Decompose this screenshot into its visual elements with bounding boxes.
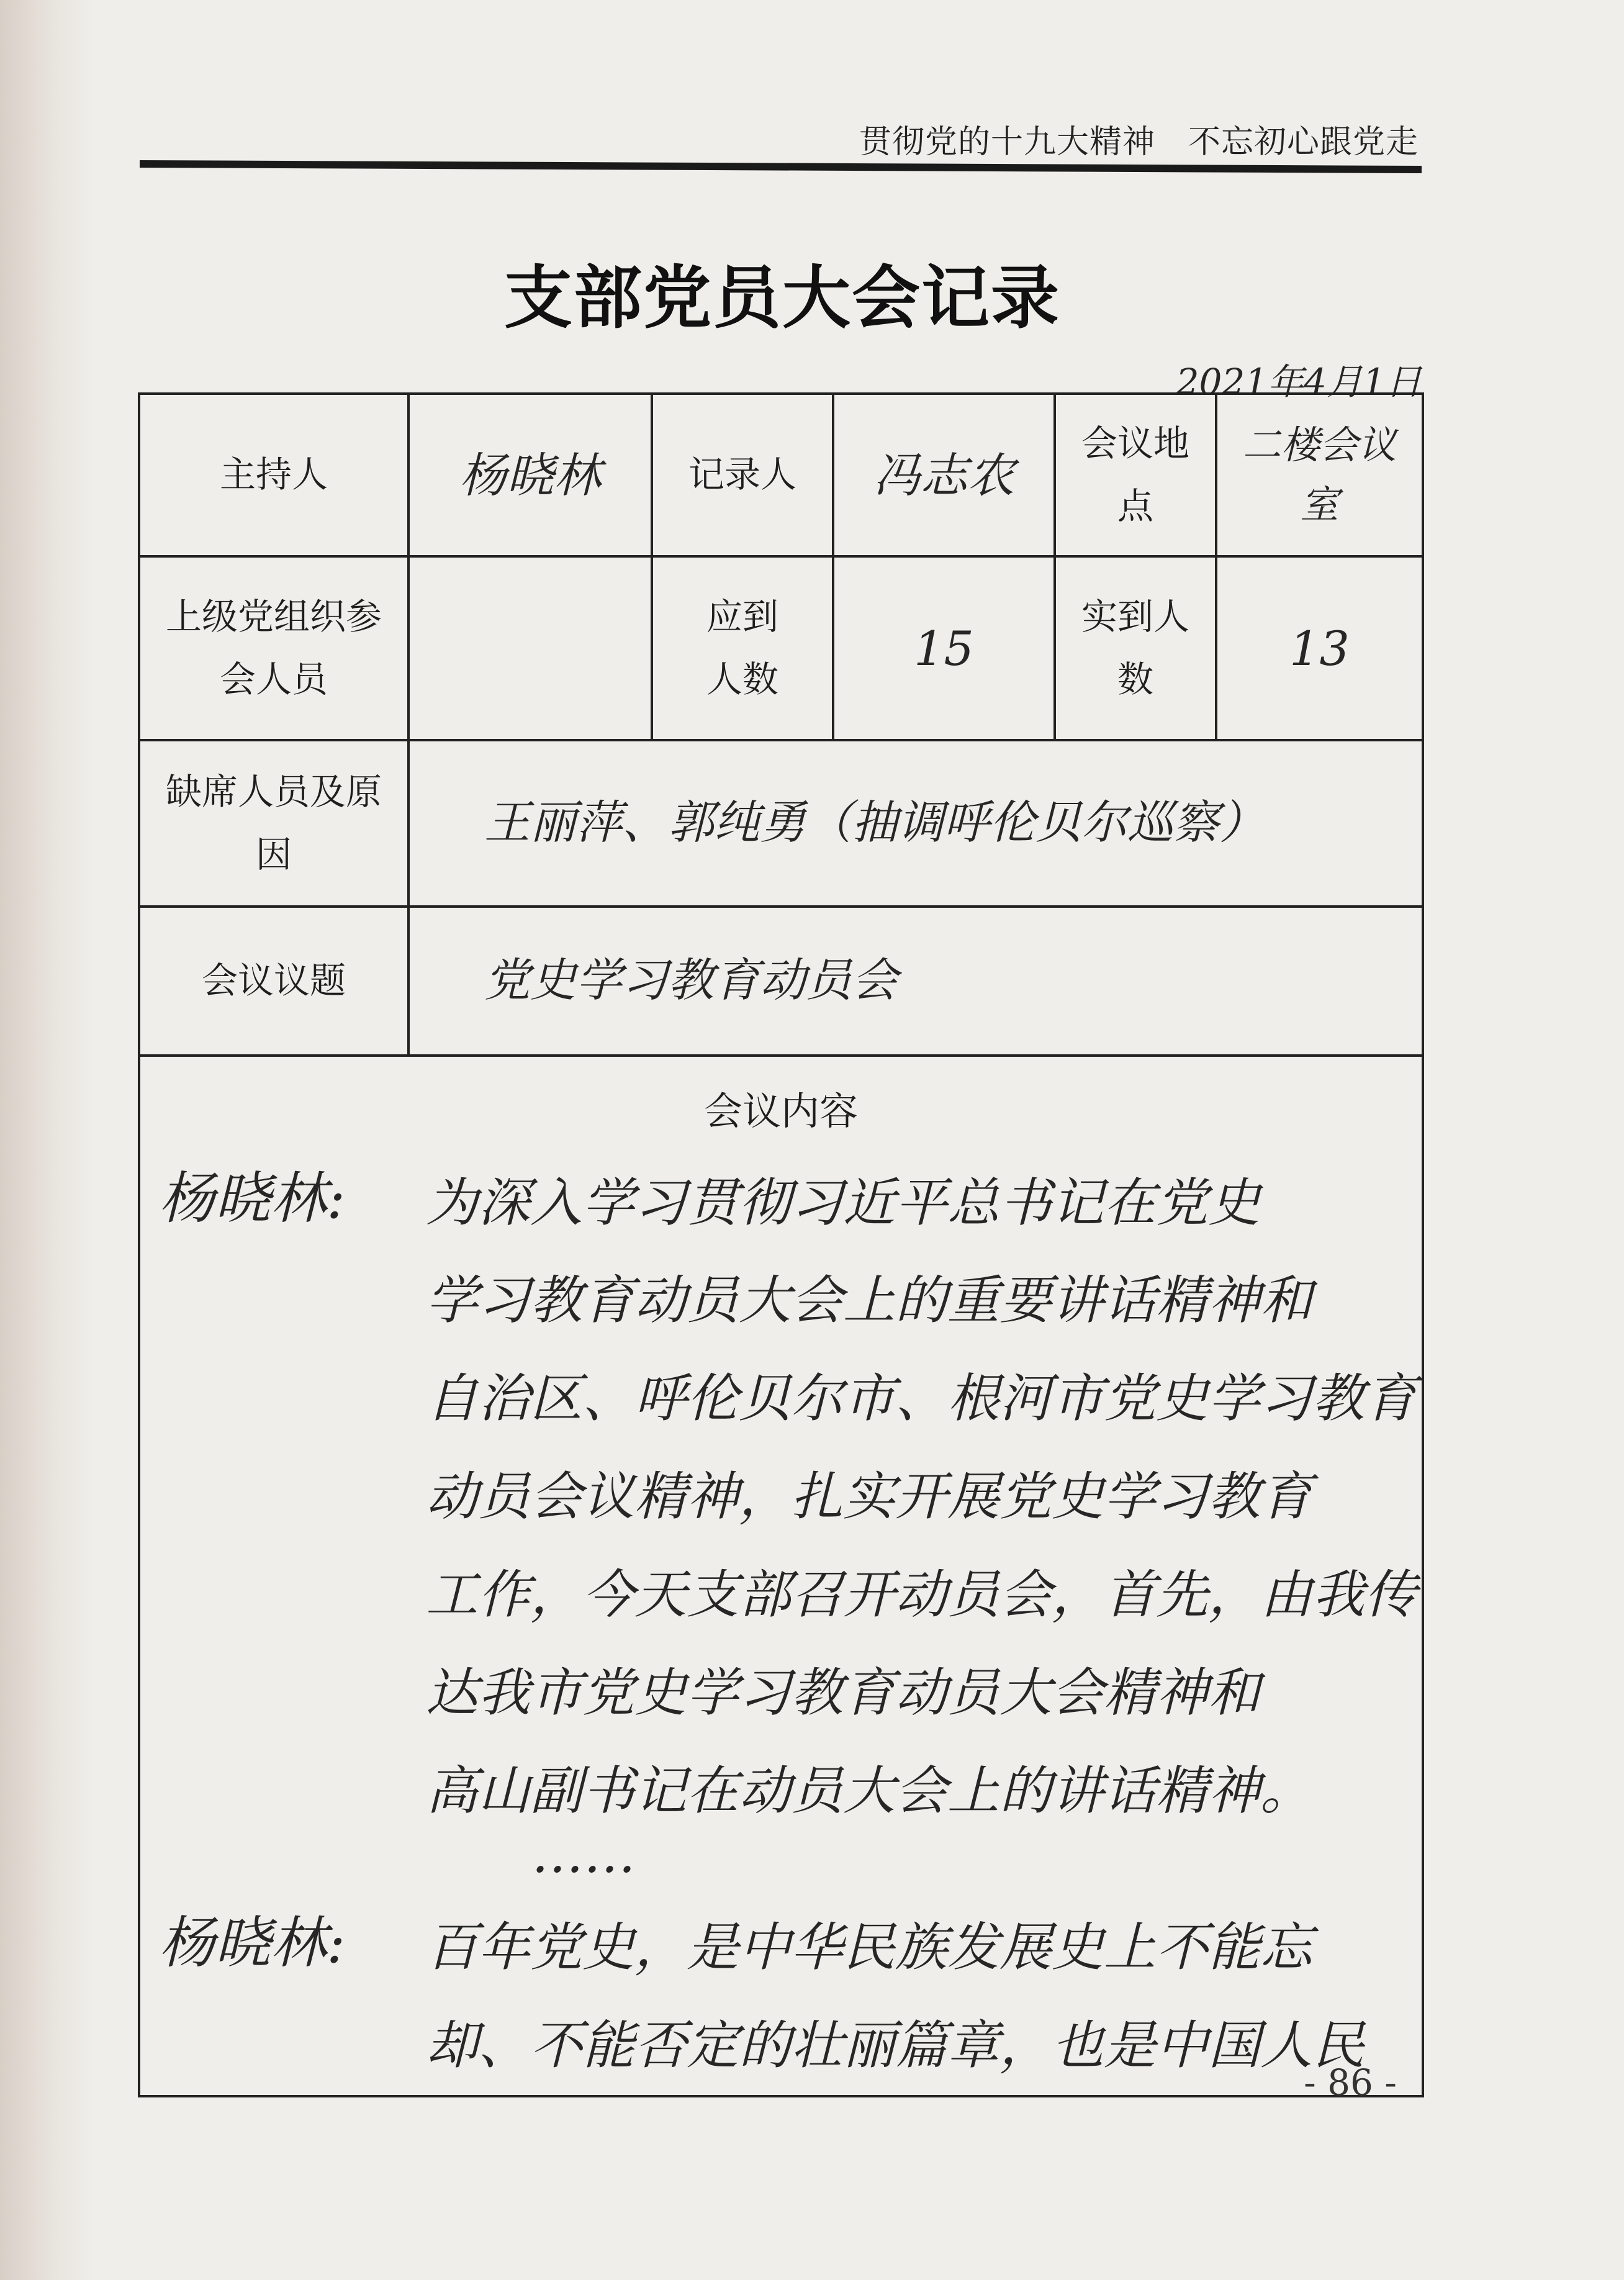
speech-text bbox=[426, 1154, 1423, 1840]
host-label: 主持人 bbox=[139, 394, 408, 556]
expected-count-label: 应到人数 bbox=[652, 556, 833, 740]
speech-line: 动员会议精神，扎实开展党史学习教育 bbox=[426, 1466, 1313, 1527]
speech-line: 自治区、呼伦贝尔市、根河市党史学习教育 bbox=[426, 1368, 1417, 1429]
speech-line: 学习教育动员大会上的重要讲话精神和 bbox=[426, 1270, 1313, 1331]
header-slogan: 贯彻党的十九大精神 不忘初心跟党走 bbox=[859, 124, 1419, 161]
content-entry bbox=[140, 1154, 1422, 1840]
speech-line: 工作，今天支部召开动员会，首先，由我传 bbox=[426, 1564, 1417, 1626]
recorder-value: 冯志农 bbox=[833, 394, 1055, 556]
meeting-record-form bbox=[138, 392, 1424, 2097]
page-binding-shadow bbox=[0, 0, 93, 2280]
speech-line: 百年党史，是中华民族发展史上不能忘 bbox=[426, 1916, 1313, 1978]
venue-label: 会议地点 bbox=[1055, 394, 1216, 556]
speech-line: 却、不能否定的壮丽篇章，也是中国人民 bbox=[426, 2014, 1365, 2076]
content-entry bbox=[140, 1899, 1422, 2095]
speech-line: 为深入学习贯彻习近平总书记在党史 bbox=[426, 1172, 1261, 1233]
expected-count-value: 15 bbox=[833, 556, 1055, 740]
speaker-name: 杨晓林: bbox=[159, 1165, 346, 1231]
actual-count-value: 13 bbox=[1216, 556, 1423, 740]
form-row-topic bbox=[139, 907, 1423, 1056]
host-value: 杨晓林 bbox=[408, 394, 652, 556]
form-row-host bbox=[139, 394, 1423, 556]
form-row-content bbox=[139, 1056, 1423, 2096]
document-title: 支部党员大会记录 bbox=[504, 258, 1060, 338]
content-label: 会议内容 bbox=[703, 1088, 858, 1134]
form-row-attendance bbox=[139, 556, 1423, 740]
venue-value: 二楼会议室 bbox=[1216, 394, 1423, 556]
recorder-label: 记录人 bbox=[652, 394, 833, 556]
superior-attendees-label: 上级党组织参会人员 bbox=[139, 556, 408, 740]
speech-line: 达我市党史学习教育动员大会精神和 bbox=[426, 1662, 1261, 1724]
meeting-date: 2021年4月1日 bbox=[1176, 361, 1422, 403]
speaker-name: 杨晓林: bbox=[159, 1910, 346, 1976]
page-number: - 86 - bbox=[1304, 2061, 1397, 2104]
form-row-absent bbox=[139, 740, 1423, 907]
topic-label: 会议议题 bbox=[139, 907, 408, 1056]
speech-line: 高山副书记在动员大会上的讲话精神。 bbox=[426, 1760, 1313, 1821]
superior-attendees-value bbox=[408, 556, 652, 740]
meeting-content-cell bbox=[139, 1056, 1423, 2096]
topic-value: 党史学习教育动员会 bbox=[408, 907, 1423, 1056]
absent-label: 缺席人员及原因 bbox=[139, 740, 408, 907]
absent-value: 王丽萍、郭纯勇（抽调呼伦贝尔巡察） bbox=[408, 740, 1423, 907]
actual-count-label: 实到人数 bbox=[1055, 556, 1216, 740]
speech-ellipsis: …… bbox=[531, 1823, 636, 1884]
header-rule bbox=[140, 160, 1422, 173]
speech-text bbox=[426, 1899, 1422, 2095]
